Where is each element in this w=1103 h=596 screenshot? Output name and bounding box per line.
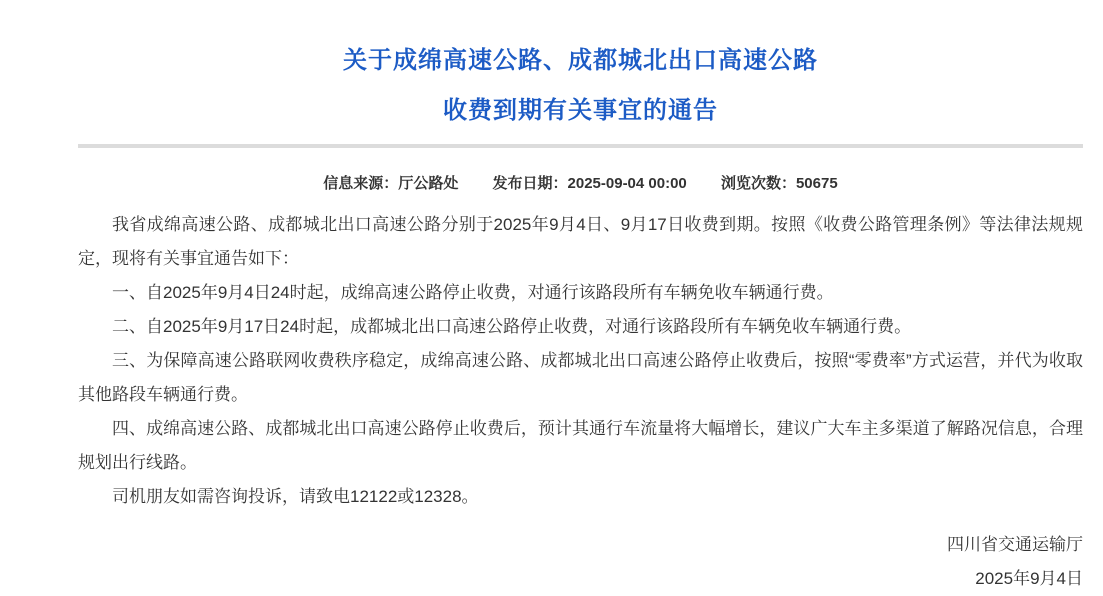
paragraph-item-2: 二、自2025年9月17日24时起，成都城北出口高速公路停止收费，对通行该路段所有车辆免收车辆通行费。	[112, 317, 912, 336]
meta-source	[323, 174, 458, 194]
signature-date: 2025年9月4日	[975, 569, 1083, 588]
meta-publish-date	[493, 174, 687, 194]
meta-view-count	[721, 174, 838, 194]
meta-view-count-value: 50675	[795, 175, 838, 192]
meta-row	[78, 174, 1083, 194]
notice-content	[78, 0, 1083, 596]
paragraph-contact: 司机朋友如需咨询投诉，请致电12122或12328。	[112, 487, 479, 506]
meta-view-count-label: 浏览次数：	[720, 175, 796, 192]
notice-title	[78, 36, 1083, 136]
notice-title-line1: 关于成绵高速公路、成都城北出口高速公路	[343, 47, 818, 74]
signature-block	[78, 528, 1083, 596]
paragraph-item-1: 一、自2025年9月4日24时起，成绵高速公路停止收费，对通行该路段所有车辆免收车辆通行费。	[112, 283, 834, 302]
meta-source-value: 厅公路处	[398, 175, 459, 192]
paragraph-item-3: 三、为保障高速公路联网收费秩序稳定，成绵高速公路、成都城北出口高速公路停止收费后，按照“零费率”方式运营，并代为收取其他路段车辆通行费。	[78, 351, 1083, 404]
title-divider	[78, 144, 1083, 148]
paragraph-intro: 我省成绵高速公路、成都城北出口高速公路分别于2025年9月4日、9月17日收费到期。按照《收费公路管理条例》等法律法规规定，现将有关事宜通告如下：	[78, 215, 1083, 268]
notice-title-line2: 收费到期有关事宜的通告	[443, 97, 718, 124]
notice-body	[78, 208, 1083, 514]
paragraph-item-4: 四、成绵高速公路、成都城北出口高速公路停止收费后，预计其通行车流量将大幅增长，建议广大车主多渠道了解路况信息，合理规划出行线路。	[78, 419, 1083, 472]
meta-source-label: 信息来源：	[323, 175, 399, 192]
signature-org: 四川省交通运输厅	[947, 535, 1083, 554]
meta-publish-date-label: 发布日期：	[492, 175, 568, 192]
meta-publish-date-value: 2025-09-04 00:00	[567, 175, 687, 192]
